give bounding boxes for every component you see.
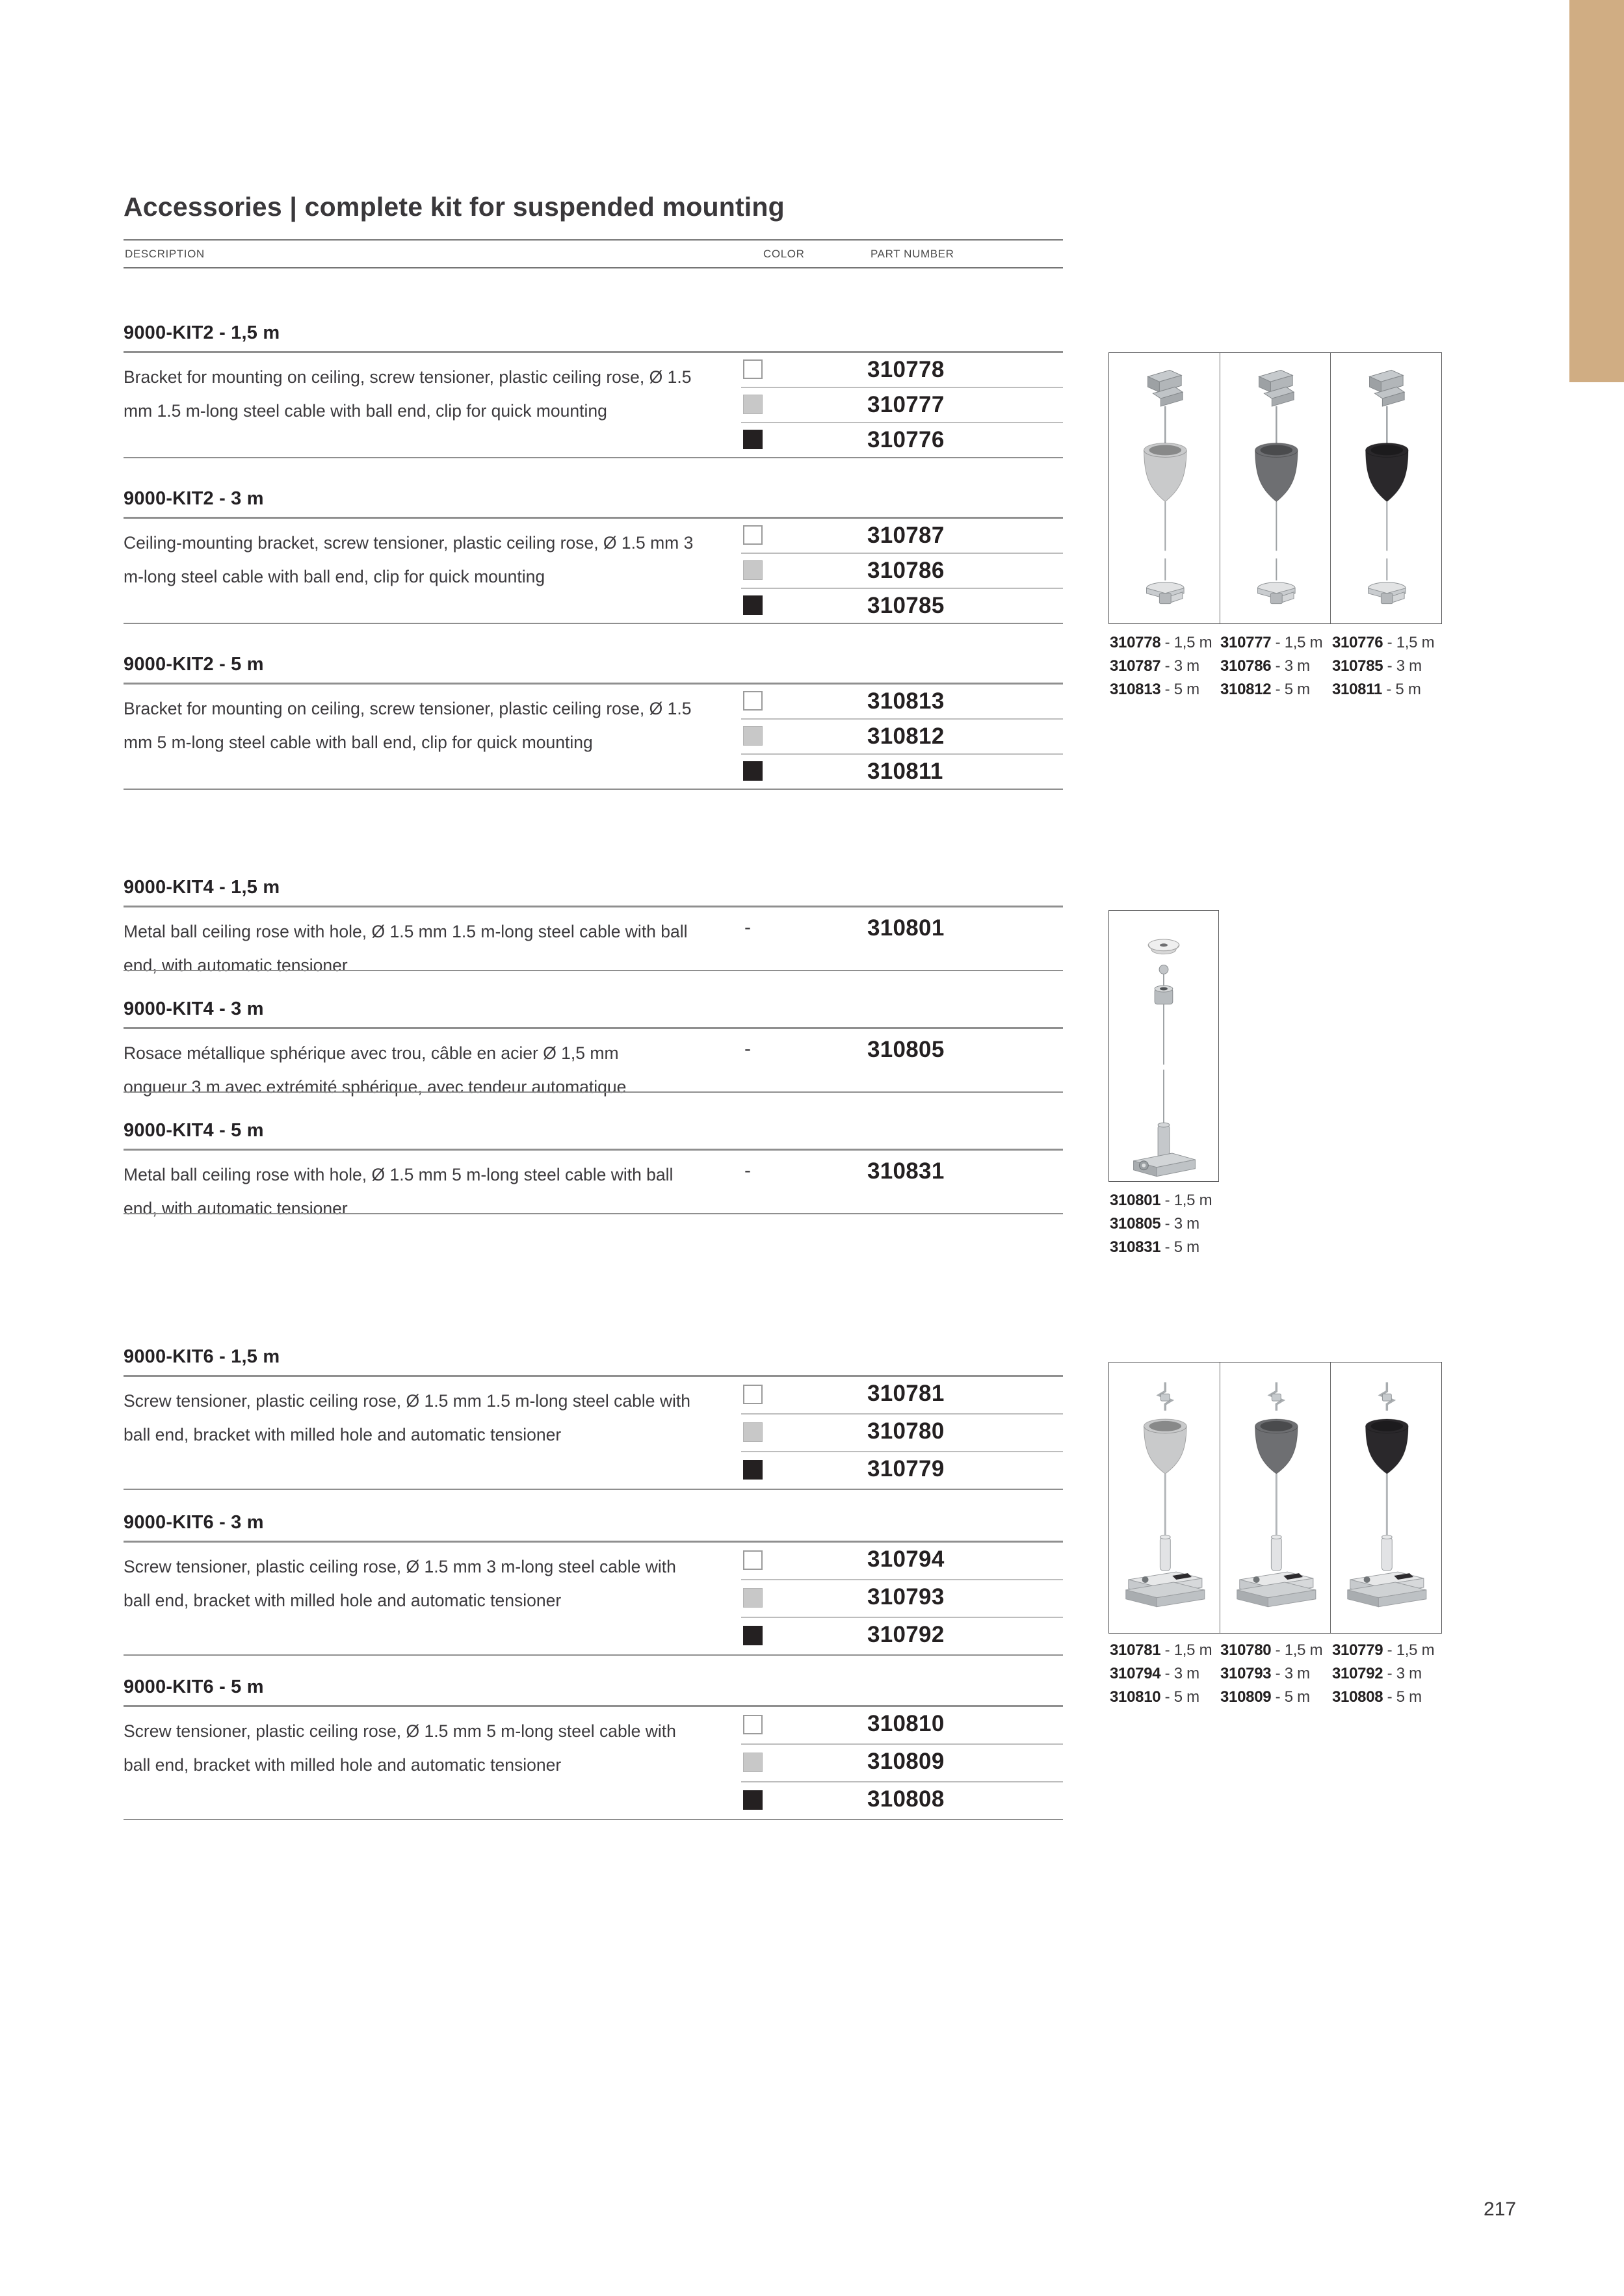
part-number: 310813 — [867, 688, 945, 714]
part-number: 310786 — [867, 558, 945, 583]
figure-caption: 310776 - 1,5 m — [1332, 634, 1435, 651]
section-description — [124, 1036, 748, 1104]
color-swatch-black — [743, 430, 763, 449]
figure-caption: 310779 - 1,5 m — [1332, 1641, 1435, 1659]
part-number: 310811 — [867, 759, 943, 784]
part-row — [741, 1707, 1063, 1745]
figure-caption: 310812 - 5 m — [1220, 681, 1310, 698]
color-swatch-gray — [743, 560, 763, 580]
description-line: m-long steel cable with ball end, clip for quick mounting — [124, 567, 545, 586]
part-rows — [741, 907, 1063, 970]
figure-panel — [1109, 911, 1218, 1181]
color-swatch-white — [743, 525, 763, 545]
part-row — [741, 1580, 1063, 1618]
color-swatch-white — [743, 1715, 763, 1734]
section-description — [124, 1158, 748, 1225]
part-row — [741, 1452, 1063, 1489]
page-title: Accessories | complete kit for suspended mounting — [124, 192, 785, 222]
part-rows — [741, 1707, 1063, 1819]
figure-caption: 310805 - 3 m — [1110, 1215, 1199, 1233]
no-color-dash: - — [744, 1038, 751, 1060]
figure-captions-column — [1332, 1641, 1447, 1712]
section-kit2-1-5m — [124, 322, 1063, 458]
part-rows — [741, 1029, 1063, 1091]
part-number: 310805 — [867, 1037, 945, 1062]
figure-caption: 310808 - 5 m — [1332, 1688, 1422, 1706]
kit2-suspension-kit-black-icon — [1331, 353, 1441, 623]
figure-caption: 310811 - 5 m — [1332, 681, 1421, 698]
color-swatch-black — [743, 1626, 763, 1645]
part-row — [741, 353, 1063, 388]
color-swatch-gray — [743, 1753, 763, 1772]
figure-caption: 310780 - 1,5 m — [1220, 1641, 1323, 1659]
description-line: Metal ball ceiling rose with hole, Ø 1.5 mm 5 m-long steel cable with ball — [124, 1165, 674, 1184]
section-heading: 9000-KIT4 - 3 m — [124, 998, 1063, 1029]
section-kit4-3m — [124, 998, 1063, 1097]
part-number: 310808 — [867, 1786, 945, 1812]
section-kit2-5m — [124, 654, 1063, 790]
figure-caption: 310794 - 3 m — [1110, 1665, 1199, 1682]
figure-captions-column — [1332, 634, 1447, 704]
color-swatch-gray — [743, 726, 763, 746]
part-rows — [741, 1543, 1063, 1654]
color-swatch-white — [743, 691, 763, 711]
part-row — [741, 720, 1063, 755]
part-rows — [741, 519, 1063, 623]
figure-caption: 310809 - 5 m — [1220, 1688, 1310, 1706]
section-kit6-5m — [124, 1676, 1063, 1820]
figure-captions-column — [1220, 1641, 1335, 1712]
part-number: 310781 — [867, 1381, 945, 1406]
part-number: 310809 — [867, 1749, 945, 1774]
part-number: 310794 — [867, 1546, 945, 1572]
description-line: ongueur 3 m avec extrémité sphérique, avec tendeur automatique — [124, 1077, 627, 1097]
description-line: Screw tensioner, plastic ceiling rose, Ø 1.5 mm 1.5 m-long steel cable with — [124, 1391, 690, 1411]
section-heading: 9000-KIT2 - 1,5 m — [124, 322, 1063, 353]
section-heading: 9000-KIT6 - 3 m — [124, 1512, 1063, 1543]
part-rows — [741, 685, 1063, 789]
description-line: Ceiling-mounting bracket, screw tensioner, plastic ceiling rose, Ø 1.5 mm 3 — [124, 533, 694, 553]
section-description — [124, 1384, 748, 1452]
section-kit4-1-5m — [124, 877, 1063, 975]
part-row — [741, 755, 1063, 789]
figure-panel — [1331, 1363, 1441, 1633]
kit6-suspension-kit-black-icon — [1331, 1363, 1441, 1633]
no-color-dash: - — [744, 917, 751, 938]
part-number: 310778 — [867, 357, 945, 382]
figure-caption: 310792 - 3 m — [1332, 1665, 1422, 1682]
part-row — [741, 685, 1063, 720]
part-row — [741, 1377, 1063, 1415]
part-number: 310801 — [867, 915, 945, 941]
table-header — [124, 239, 1063, 268]
section-heading: 9000-KIT6 - 1,5 m — [124, 1346, 1063, 1377]
figure-kit4 — [1108, 910, 1219, 1182]
description-line: ball end, bracket with milled hole and automatic tensioner — [124, 1755, 562, 1775]
color-swatch-gray — [743, 1588, 763, 1608]
kit6-suspension-kit-gray-icon — [1220, 1363, 1331, 1633]
section-kit2-3m — [124, 488, 1063, 624]
part-rows — [741, 1151, 1063, 1213]
color-swatch-gray — [743, 395, 763, 414]
description-line: Bracket for mounting on ceiling, screw tensioner, plastic ceiling rose, Ø 1.5 — [124, 367, 692, 387]
page-number: 217 — [1484, 2198, 1517, 2220]
section-description — [124, 1550, 748, 1617]
part-number: 310776 — [867, 427, 945, 452]
color-swatch-black — [743, 1790, 763, 1810]
section-kit6-1-5m — [124, 1346, 1063, 1490]
section-description — [124, 915, 748, 982]
figure-caption: 310810 - 5 m — [1110, 1688, 1199, 1706]
part-row — [741, 1618, 1063, 1654]
part-row — [741, 388, 1063, 423]
section-heading: 9000-KIT6 - 5 m — [124, 1676, 1063, 1707]
figure-panel — [1109, 353, 1220, 623]
kit4-suspension-kit-icon — [1109, 911, 1218, 1181]
section-description — [124, 692, 748, 759]
description-line: Screw tensioner, plastic ceiling rose, Ø 1.5 mm 5 m-long steel cable with — [124, 1721, 676, 1741]
figure-caption: 310787 - 3 m — [1110, 657, 1199, 675]
figure-panel — [1220, 1363, 1331, 1633]
description-line: Screw tensioner, plastic ceiling rose, Ø 1.5 mm 3 m-long steel cable with — [124, 1557, 676, 1576]
figure-panel — [1331, 353, 1441, 623]
part-number: 310793 — [867, 1584, 945, 1610]
part-row — [741, 589, 1063, 623]
part-rows — [741, 1377, 1063, 1489]
part-number: 310785 — [867, 593, 945, 618]
kit6-suspension-kit-white-icon — [1109, 1363, 1220, 1633]
description-line: Rosace métallique sphérique avec trou, câble en acier Ø 1,5 mm — [124, 1043, 619, 1063]
figure-panel — [1109, 1363, 1220, 1633]
part-row — [741, 554, 1063, 589]
kit2-suspension-kit-white-icon — [1109, 353, 1220, 623]
color-swatch-gray — [743, 1422, 763, 1442]
accent-tab — [1569, 0, 1624, 382]
color-swatch-black — [743, 595, 763, 615]
figure-caption: 310793 - 3 m — [1220, 1665, 1310, 1682]
part-row — [741, 519, 1063, 554]
figure-kit2 — [1108, 352, 1442, 624]
figure-caption: 310777 - 1,5 m — [1220, 634, 1323, 651]
part-rows — [741, 353, 1063, 457]
description-line: mm 1.5 m-long steel cable with ball end, clip for quick mounting — [124, 401, 607, 421]
part-row — [741, 907, 1063, 970]
description-line: Bracket for mounting on ceiling, screw tensioner, plastic ceiling rose, Ø 1.5 — [124, 699, 692, 718]
figure-caption: 310831 - 5 m — [1110, 1238, 1199, 1256]
part-row — [741, 1543, 1063, 1580]
column-header-color: COLOR — [763, 248, 805, 260]
part-number: 310810 — [867, 1711, 945, 1736]
color-swatch-white — [743, 1385, 763, 1404]
part-number: 310812 — [867, 724, 945, 749]
figure-caption: 310785 - 3 m — [1332, 657, 1422, 675]
column-header-description: DESCRIPTION — [125, 248, 205, 260]
color-swatch-black — [743, 761, 763, 781]
description-line: end, with automatic tensioner — [124, 956, 348, 975]
section-heading: 9000-KIT2 - 5 m — [124, 654, 1063, 685]
figure-caption: 310786 - 3 m — [1220, 657, 1310, 675]
part-row — [741, 1415, 1063, 1452]
figure-caption: 310801 - 1,5 m — [1110, 1192, 1212, 1209]
part-number: 310780 — [867, 1418, 945, 1444]
description-line: ball end, bracket with milled hole and automatic tensioner — [124, 1591, 562, 1610]
section-heading: 9000-KIT4 - 5 m — [124, 1120, 1063, 1151]
part-row — [741, 1029, 1063, 1091]
color-swatch-white — [743, 1550, 763, 1570]
color-swatch-white — [743, 359, 763, 379]
figure-captions-column — [1110, 1641, 1224, 1712]
kit2-suspension-kit-gray-icon — [1220, 353, 1331, 623]
figure-panel — [1220, 353, 1331, 623]
part-number: 310792 — [867, 1622, 945, 1647]
section-heading: 9000-KIT4 - 1,5 m — [124, 877, 1063, 907]
figure-captions-column — [1110, 634, 1224, 704]
section-kit4-5m — [124, 1120, 1063, 1218]
description-line: end, with automatic tensioner — [124, 1199, 348, 1218]
figure-caption: 310813 - 5 m — [1110, 681, 1199, 698]
figure-kit6 — [1108, 1362, 1442, 1634]
part-number: 310831 — [867, 1158, 945, 1184]
no-color-dash: - — [744, 1160, 751, 1181]
figure-captions-column — [1220, 634, 1335, 704]
part-row — [741, 1782, 1063, 1819]
part-row — [741, 423, 1063, 457]
part-number: 310779 — [867, 1456, 945, 1481]
section-description — [124, 526, 748, 594]
figure-captions-column — [1110, 1192, 1224, 1262]
color-swatch-black — [743, 1460, 763, 1480]
description-line: Metal ball ceiling rose with hole, Ø 1.5 mm 1.5 m-long steel cable with ball — [124, 922, 688, 941]
part-number: 310787 — [867, 523, 945, 548]
section-heading: 9000-KIT2 - 3 m — [124, 488, 1063, 519]
part-number: 310777 — [867, 392, 945, 417]
description-line: mm 5 m-long steel cable with ball end, clip for quick mounting — [124, 733, 593, 752]
section-kit6-3m — [124, 1512, 1063, 1656]
figure-caption: 310781 - 1,5 m — [1110, 1641, 1212, 1659]
part-row — [741, 1745, 1063, 1782]
section-description — [124, 360, 748, 428]
column-header-part-number: PART NUMBER — [871, 248, 954, 260]
part-row — [741, 1151, 1063, 1213]
description-line: ball end, bracket with milled hole and automatic tensioner — [124, 1425, 562, 1444]
figure-caption: 310778 - 1,5 m — [1110, 634, 1212, 651]
section-description — [124, 1714, 748, 1782]
